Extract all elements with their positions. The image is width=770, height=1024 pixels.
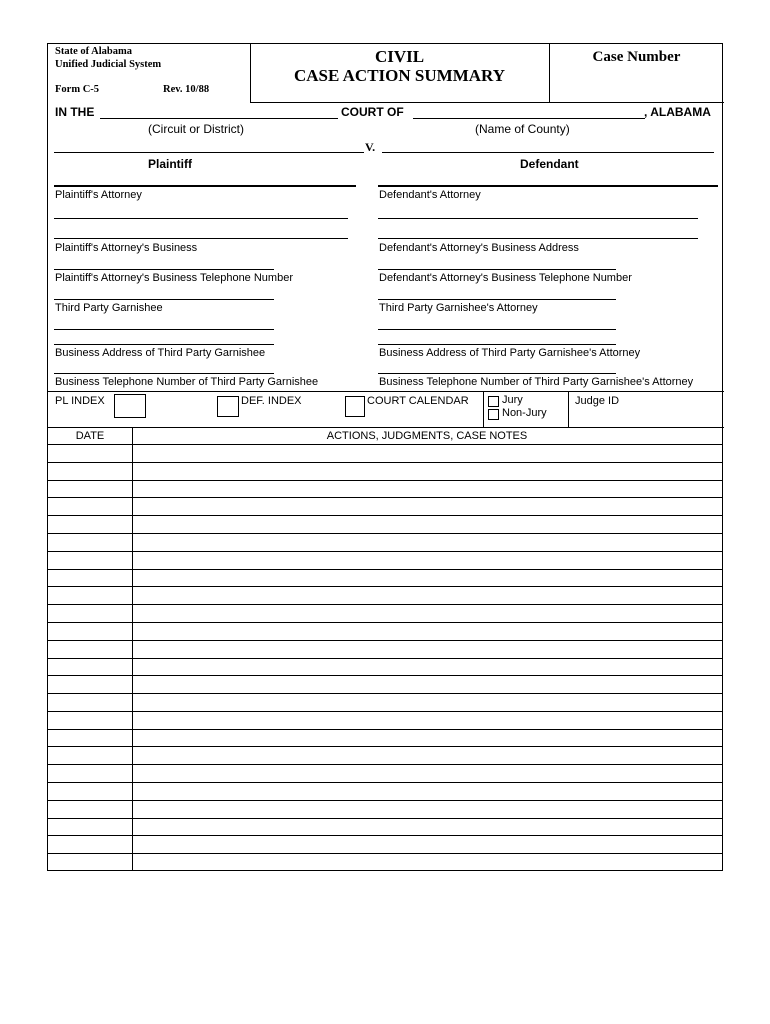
calendar-divider — [483, 391, 484, 427]
defendant-attorney-phone-label: Defendant's Attorney's Business Telephone Number — [379, 272, 632, 284]
state-label: State of Alabama — [55, 46, 132, 57]
garnishee-attorney-input-2[interactable] — [378, 344, 616, 345]
defendant-attorney-input-2[interactable] — [378, 238, 698, 239]
jury-checkbox[interactable] — [488, 396, 499, 407]
index-row-top-rule — [48, 391, 724, 392]
notes-cell[interactable] — [133, 552, 722, 569]
garnishee-address-input[interactable] — [54, 373, 274, 374]
plaintiff-label: Plaintiff — [148, 157, 192, 171]
notes-cell[interactable] — [133, 587, 722, 604]
notes-cell[interactable] — [133, 463, 722, 480]
notes-column-header: ACTIONS, JUDGMENTS, CASE NOTES — [326, 430, 528, 442]
notes-cell[interactable] — [133, 570, 722, 587]
third-party-garnishee-input-2[interactable] — [54, 344, 274, 345]
notes-cell[interactable] — [133, 605, 722, 622]
defendant-section-rule — [378, 185, 718, 187]
court-calendar-box[interactable] — [345, 396, 365, 417]
garnishee-attorney-input[interactable] — [378, 329, 616, 330]
plaintiff-attorney-phone-label: Plaintiff's Attorney's Business Telephone Number — [55, 272, 293, 284]
notes-cell[interactable] — [133, 801, 722, 818]
plaintiff-attorney-input-2[interactable] — [54, 238, 348, 239]
date-cell[interactable] — [48, 498, 132, 515]
notes-cell[interactable] — [133, 836, 722, 853]
in-the-label: IN THE — [55, 105, 95, 119]
notes-cell[interactable] — [133, 747, 722, 764]
plaintiff-attorney-phone-input[interactable] — [54, 299, 274, 300]
notes-cell[interactable] — [133, 445, 722, 462]
date-cell[interactable] — [48, 819, 132, 836]
garnishee-attorney-address-label: Business Address of Third Party Garnishee's Attorney — [379, 347, 641, 359]
jury-label: Jury — [502, 394, 523, 406]
def-index-box[interactable] — [217, 396, 239, 417]
pl-index-box[interactable] — [114, 394, 146, 418]
judge-divider — [568, 391, 569, 427]
plaintiff-section-rule — [54, 185, 356, 187]
defendant-attorney-business-label: Defendant's Attorney's Business Address — [379, 242, 579, 254]
notes-cell[interactable] — [133, 712, 722, 729]
court-of-label: COURT OF — [341, 105, 404, 119]
form-title: CASE ACTION SUMMARY — [294, 66, 505, 85]
date-cell[interactable] — [48, 801, 132, 818]
form-title-civil: CIVIL — [374, 47, 425, 66]
date-cell[interactable] — [48, 676, 132, 693]
header-underline — [250, 102, 724, 103]
defendant-attorney-label: Defendant's Attorney — [379, 189, 481, 201]
revision-date: Rev. 10/88 — [163, 84, 210, 95]
notes-cell[interactable] — [133, 659, 722, 676]
date-cell[interactable] — [48, 587, 132, 604]
notes-cell[interactable] — [133, 534, 722, 551]
plaintiff-attorney-business-input[interactable] — [54, 269, 274, 270]
def-index-label: DEF. INDEX — [241, 395, 302, 407]
defendant-label: Defendant — [520, 157, 579, 171]
plaintiff-attorney-input[interactable] — [54, 218, 348, 219]
third-party-garnishee-input[interactable] — [54, 329, 274, 330]
date-cell[interactable] — [48, 641, 132, 658]
notes-cell[interactable] — [133, 694, 722, 711]
judge-id-label: Judge ID — [575, 395, 620, 407]
court-calendar-label: COURT CALENDAR — [367, 395, 469, 407]
date-cell[interactable] — [48, 712, 132, 729]
table-top-rule — [48, 427, 724, 428]
notes-cell[interactable] — [133, 730, 722, 747]
notes-cell[interactable] — [133, 819, 722, 836]
county-hint: (Name of County) — [475, 122, 570, 136]
date-cell[interactable] — [48, 783, 132, 800]
date-cell[interactable] — [48, 765, 132, 782]
date-cell[interactable] — [48, 552, 132, 569]
system-label: Unified Judicial System — [55, 59, 162, 70]
non-jury-label: Non-Jury — [502, 407, 547, 419]
defendant-attorney-input[interactable] — [378, 218, 698, 219]
date-cell[interactable] — [48, 836, 132, 853]
defendant-input[interactable] — [382, 152, 714, 153]
third-party-garnishee-label: Third Party Garnishee — [55, 302, 163, 314]
date-column-header: DATE — [75, 430, 105, 442]
notes-cell[interactable] — [133, 783, 722, 800]
date-cell[interactable] — [48, 463, 132, 480]
plaintiff-attorney-label: Plaintiff's Attorney — [55, 189, 142, 201]
date-cell[interactable] — [48, 623, 132, 640]
plaintiff-input[interactable] — [54, 152, 364, 153]
plaintiff-attorney-business-label: Plaintiff's Attorney's Business — [55, 242, 198, 254]
form-number: Form C-5 — [55, 84, 100, 95]
date-cell[interactable] — [48, 694, 132, 711]
garnishee-address-label: Business Address of Third Party Garnishee — [55, 347, 266, 359]
county-input[interactable] — [413, 118, 645, 119]
garnishee-attorney-address-input[interactable] — [378, 373, 616, 374]
date-cell[interactable] — [48, 534, 132, 551]
date-cell[interactable] — [48, 570, 132, 587]
notes-cell[interactable] — [133, 854, 722, 871]
notes-cell[interactable] — [133, 481, 722, 498]
date-cell[interactable] — [48, 854, 132, 871]
date-cell[interactable] — [48, 730, 132, 747]
court-type-input[interactable] — [100, 118, 338, 119]
pl-index-label: PL INDEX — [55, 395, 105, 407]
notes-cell[interactable] — [133, 641, 722, 658]
notes-cell[interactable] — [133, 516, 722, 533]
case-number-label: Case Number — [592, 49, 681, 65]
date-cell[interactable] — [48, 445, 132, 462]
defendant-attorney-phone-input[interactable] — [378, 299, 616, 300]
alabama-label: , ALABAMA — [644, 105, 711, 119]
defendant-attorney-business-input[interactable] — [378, 269, 616, 270]
garnishee-phone-label: Business Telephone Number of Third Party Garnishee — [55, 376, 319, 388]
date-cell[interactable] — [48, 605, 132, 622]
versus-label: V. — [365, 140, 376, 154]
date-cell[interactable] — [48, 747, 132, 764]
non-jury-checkbox[interactable] — [488, 409, 499, 420]
notes-cell[interactable] — [133, 498, 722, 515]
garnishee-attorney-label: Third Party Garnishee's Attorney — [379, 302, 538, 314]
case-action-summary-form — [47, 43, 723, 871]
circuit-hint: (Circuit or District) — [148, 122, 244, 136]
notes-cell[interactable] — [133, 765, 722, 782]
date-cell[interactable] — [48, 481, 132, 498]
date-cell[interactable] — [48, 659, 132, 676]
garnishee-attorney-phone-label: Business Telephone Number of Third Party Garnishee's Attorney — [379, 376, 694, 388]
date-cell[interactable] — [48, 516, 132, 533]
notes-cell[interactable] — [133, 676, 722, 693]
notes-cell[interactable] — [133, 623, 722, 640]
